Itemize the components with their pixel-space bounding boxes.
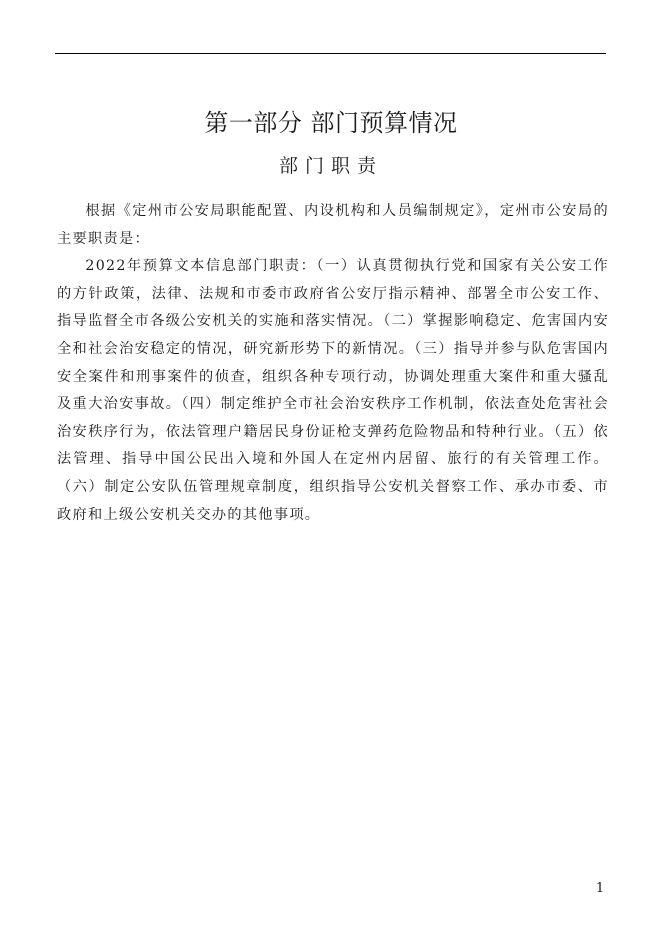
paragraph-intro: 根据《定州市公安局职能配置、内设机构和人员编制规定》，定州市公安局的主要职责是： xyxy=(57,203,609,247)
paragraph-duties: 2022年预算文本信息部门职责：（一）认真贯彻执行党和国家有关公安工作的方针政策，法律、法规和市委市政府省公安厅指示精神、部署全市公安工作、指导监督全市各级公安机关的实施和落实情况。（二）掌握影响稳定、危害国内安全和社会治安稳定的情况，研究新形势下的新情况。（三）指导并参与队危害国内安全案件和刑事案件的侦查，组织各种专项行动，协调处理重大案件和重大骚乱及重大治安事故。（四）制定维护全市社会治安秩序工作机制，依法查处危害社会治安秩序行为，依法管理户籍居民身份证枪支弹药危险物品和特种行业。（五）依法管理、指导中国公民出入境和外国人在定州内居留、旅行的有关管理工作。（六）制定公安队伍管理规章制度，组织指导公安机关督察工作、承办市委、市政府和上级公安机关交办的其他事项。 xyxy=(57,258,609,523)
section-subtitle: 部门职责 xyxy=(278,155,383,177)
page-number: 1 xyxy=(595,881,605,896)
page-title: 第一部分 部门预算情况 xyxy=(204,109,458,137)
header-rule xyxy=(55,53,606,54)
body-text xyxy=(57,198,609,529)
